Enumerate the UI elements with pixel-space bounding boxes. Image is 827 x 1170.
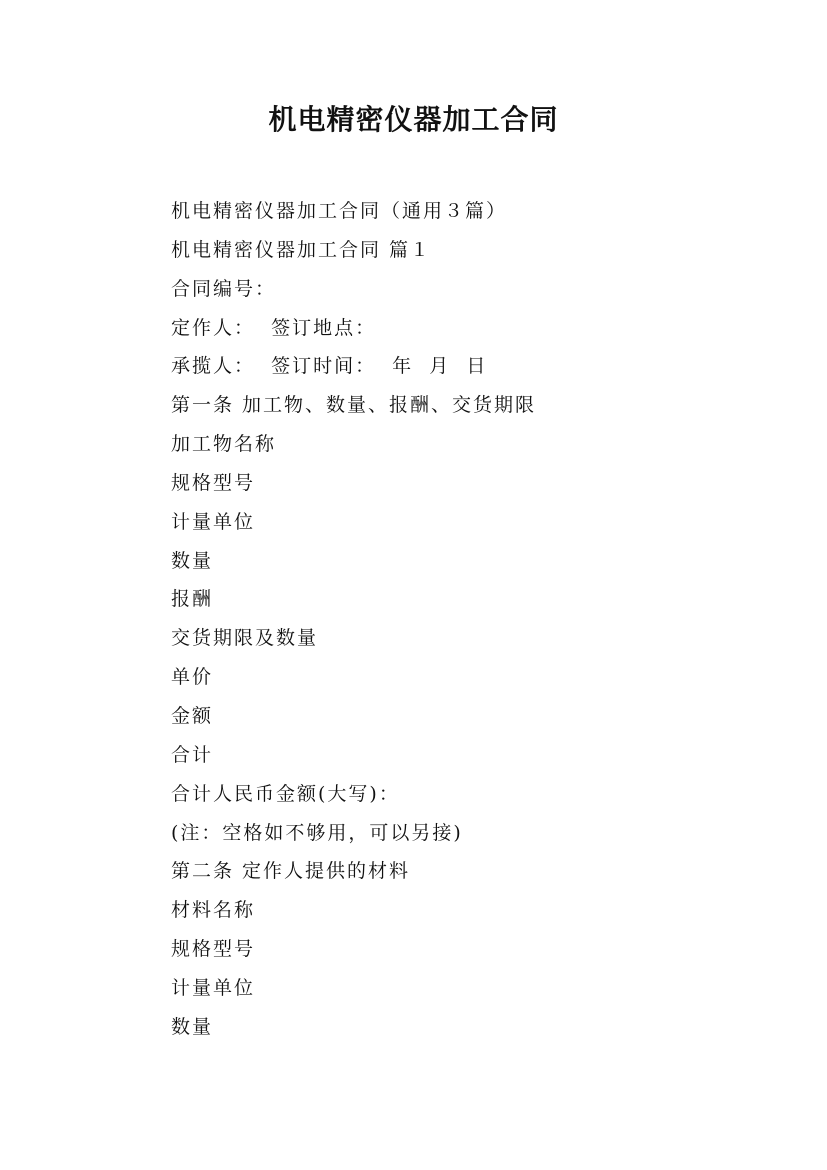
text-line: 规格型号 — [171, 471, 256, 494]
text-line: 合计 — [171, 743, 214, 766]
text-line: 计量单位 — [171, 510, 256, 533]
text-line: 加工物名称 — [171, 433, 277, 456]
document-body — [171, 192, 771, 1047]
section-heading-line: 机电精密仪器加工合同 篇１ — [171, 238, 432, 261]
text-line: 规格型号 — [171, 938, 256, 961]
document-title: 机电精密仪器加工合同 — [268, 103, 559, 136]
article-one-heading: 第一条 加工物、数量、报酬、交货期限 — [171, 394, 537, 417]
text-line: 数量 — [171, 1015, 214, 1038]
contractor-line: 承揽人： 签订时间： 年 月 日 — [171, 355, 488, 378]
text-line: 材料名称 — [171, 899, 256, 922]
text-line: 数量 — [171, 549, 214, 572]
note-line: (注：空格如不够用，可以另接) — [171, 821, 463, 844]
text-line: 计量单位 — [171, 976, 256, 999]
text-line: 单价 — [171, 666, 214, 689]
text-line: 交货期限及数量 — [171, 627, 319, 650]
orderer-line: 定作人： 签订地点： — [171, 316, 377, 339]
article-two-heading: 第二条 定作人提供的材料 — [171, 860, 411, 883]
subtitle-line: 机电精密仪器加工合同（通用３篇） — [171, 200, 508, 222]
text-line: 报酬 — [171, 588, 214, 611]
contract-number-line: 合同编号： — [171, 277, 277, 300]
text-line: 金额 — [171, 704, 214, 727]
total-amount-line: 合计人民币金额(大写)： — [171, 782, 400, 805]
